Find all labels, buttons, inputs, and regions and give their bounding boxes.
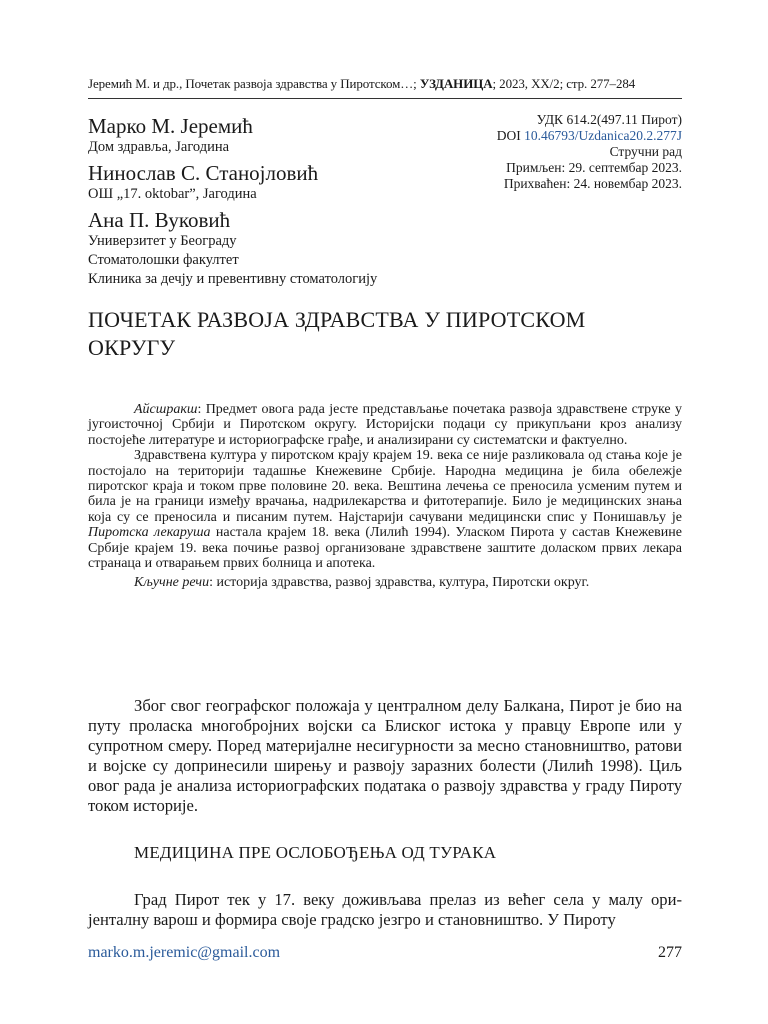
author-email[interactable]: marko.m.jeremic@gmail.com xyxy=(88,944,281,961)
keywords xyxy=(88,575,682,590)
running-head-issue: ; 2023, XX/2; стр. 277–284 xyxy=(492,76,636,91)
article-title: ПОЧЕТАК РАЗВОЈА ЗДРАВСТВА У ПИРОТСКОМ ОКРУГУ xyxy=(88,307,586,360)
received-date: Примљен: 29. септембар 2023. xyxy=(506,160,682,175)
accepted-date: Прихваћен: 24. новембар 2023. xyxy=(503,176,682,191)
author-affiliation: Клиника за дечју и превентивну стоматологију xyxy=(88,271,378,287)
abstract-italic-title: Пиротска лекаруша xyxy=(88,525,211,541)
author-affiliation: ОШ „17. oktobar”, Јагодина xyxy=(88,186,257,202)
author-affiliation: Дом здравља, Јагодина xyxy=(88,139,230,155)
keywords-text: : историја здравства, развој здравства, култура, Пиротски округ. xyxy=(209,575,590,591)
article-meta xyxy=(497,112,682,192)
keywords-label: Кључне речи xyxy=(134,575,210,591)
abstract xyxy=(88,402,682,591)
abstract-text: Здравствена култура у пиротском крају крајем 19. века се није разликовала од стања које је постојало на територији тадашње Кнежевине Србије. Народна медицина је била обележје пиротског краја и током прве половине 20. века. Вештина лечења се преносила усменим путем и била је на граници између врачања, надрилекарства и фитотерапије. Било је медицинских знања која су се преносила и писаним путем. Најстарији сачувани медицински спис у Понишављу је xyxy=(88,448,682,525)
author-block xyxy=(88,114,488,289)
doi-label: DOI xyxy=(496,128,525,143)
header-rule xyxy=(88,98,682,99)
running-head-text: Јеремић М. и др., Почетак развоја здравства у Пиротском…; xyxy=(88,76,420,91)
author-affiliation: Универзитет у Београду xyxy=(88,233,237,249)
body-text xyxy=(88,890,682,930)
author-name: Марко М. Јеремић xyxy=(88,114,253,138)
body-paragraph: Због свог географског положаја у централном делу Балкана, Пирот је био на путу проласка многобројних војски са Блиског истока у правцу Европе или у супротном смеру. Поред материјалне несигурности за месно становништво, ратови и војске су допринесили ширењу и развоју заразних болести (Лилић 1998). Циљ овог рада је анализа историографских података о развоју здравства у граду Пироту током историје. xyxy=(88,696,682,815)
abstract-paragraph xyxy=(88,402,682,448)
author-name: Нинослав С. Станојловић xyxy=(88,161,319,185)
abstract-text: настала крајем 18. века (Лилић 1994). Уласком Пирота у састав Кнежевине Србије крајем 19. века почиње развој организоване здравствене заштите доласком првих лекара странаца и отварањем првих болница и апотека. xyxy=(88,525,682,572)
page-number: 277 xyxy=(658,944,682,961)
doi-link[interactable]: 10.46793/Uzdanica20.2.277J xyxy=(524,128,682,143)
abstract-paragraph xyxy=(88,448,682,571)
author-name: Ана П. Вуковић xyxy=(88,208,231,232)
body-paragraph: Град Пирот тек у 17. веку доживљава прелаз из већег села у малу оријенталну варош и формира своје градско језгро и становништво. У Пироту xyxy=(88,890,682,929)
article-type: Стручни рад xyxy=(609,144,682,159)
author-affiliation: Стоматолошки факултет xyxy=(88,252,239,268)
doi-line xyxy=(497,128,682,144)
journal-name: УЗДАНИЦА xyxy=(419,76,493,91)
running-head xyxy=(88,76,682,92)
section-heading: МЕДИЦИНА ПРЕ ОСЛОБОЂЕЊА ОД ТУРАКА xyxy=(134,843,497,862)
udk-code: УДК 614.2(497.11 Пирот) xyxy=(536,112,682,127)
abstract-label: Айсшракш xyxy=(134,402,198,417)
body-text xyxy=(88,696,682,816)
abstract-text: : Предмет овога рада јесте представљање почетака развоја здравствене струке у југоисточној Србији и Пиротском округу. Историјски подаци су прикупљани кроз анализу постојеће литературе и историографске грађе, и анализирани су систематски и фактуелно. xyxy=(88,402,682,448)
